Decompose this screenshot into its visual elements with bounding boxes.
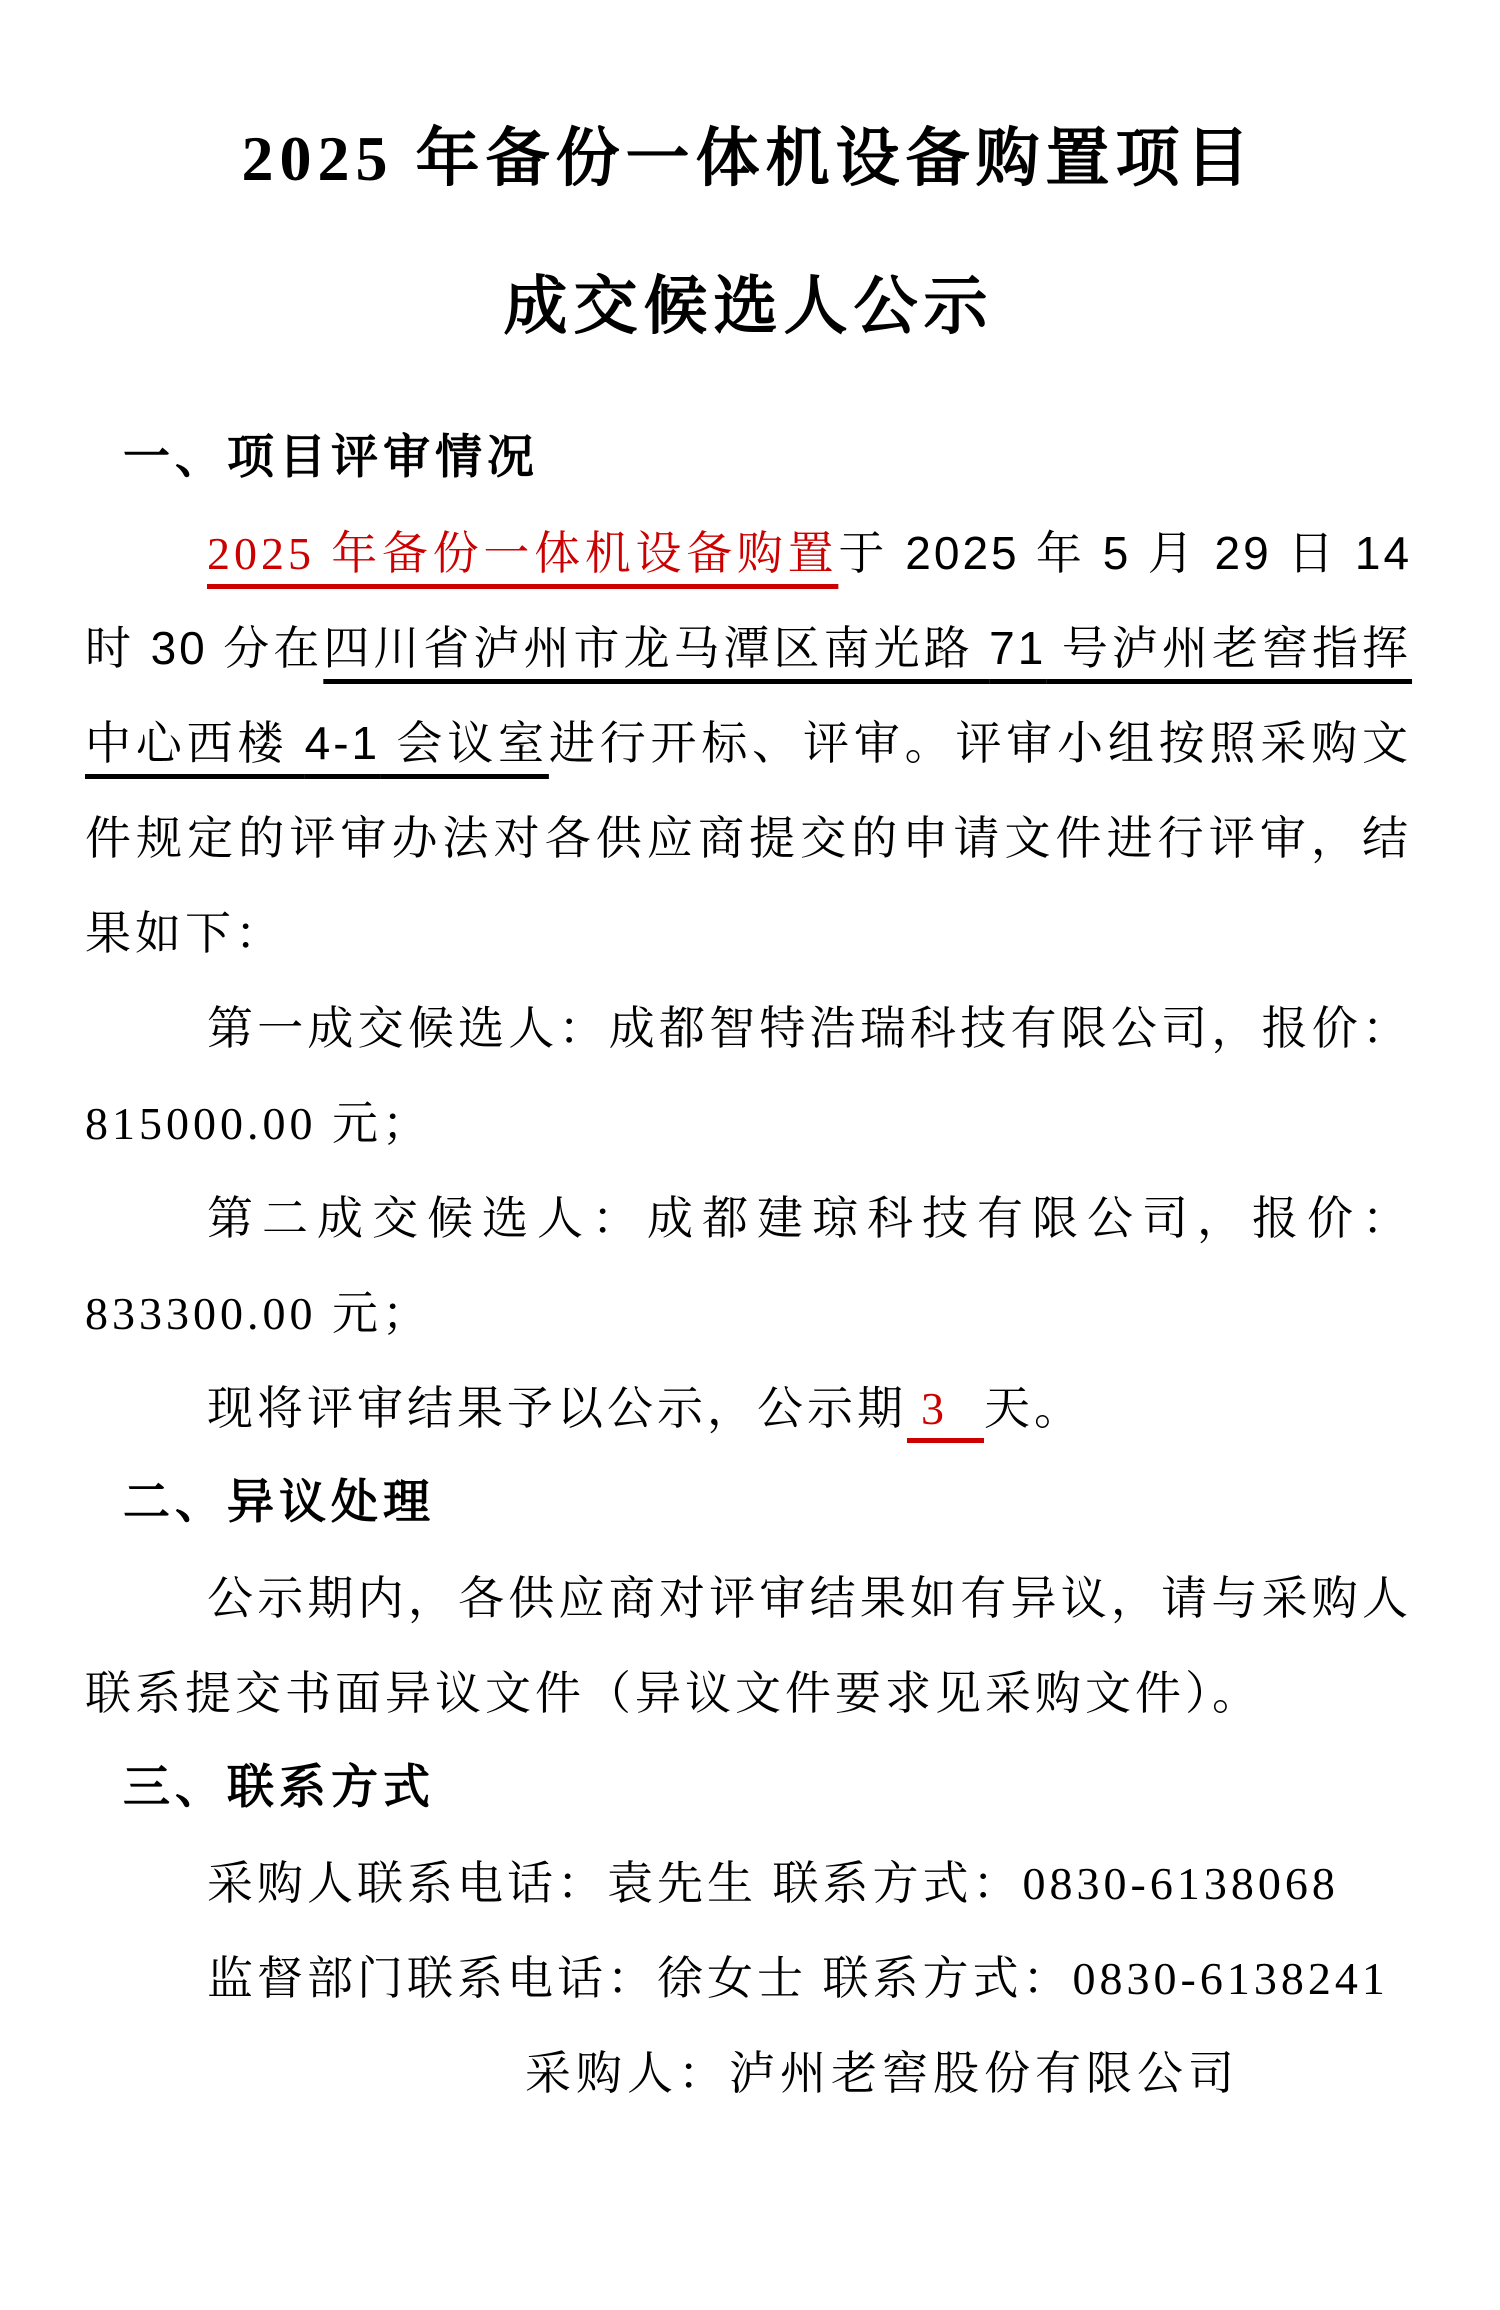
venue-room-number: 4-1 bbox=[304, 717, 381, 769]
title-line-2: 成交候选人公示 bbox=[503, 271, 994, 342]
candidate-2-price: 833300.00 bbox=[85, 1288, 317, 1339]
section-3-heading: 三、联系方式 bbox=[123, 1762, 435, 1814]
objection-paragraph: 公示期内，各供应商对评审结果如有异议，请与采购人联系提交书面异议文件（异议文件要求见采购文件）。 bbox=[85, 1573, 1412, 1719]
supervisor-contact-line bbox=[85, 1931, 1412, 2026]
supervisor-contact-label: 监督部门联系电话：徐女士 联系方式： bbox=[207, 1953, 1073, 2004]
candidate-2-paragraph bbox=[85, 1171, 1412, 1361]
month-label: 月 bbox=[1131, 528, 1215, 579]
candidate-1-paragraph bbox=[85, 981, 1412, 1171]
venue-street-number: 71 bbox=[989, 622, 1047, 674]
open-hour: 14 bbox=[1354, 527, 1413, 579]
publicity-period-paragraph bbox=[85, 1361, 1412, 1456]
section-1-heading: 一、项目评审情况 bbox=[123, 432, 539, 484]
open-year: 2025 bbox=[905, 527, 1020, 579]
venue-part2: 号泸州老窖指挥中心西楼 bbox=[85, 623, 1413, 769]
publicity-days-red-underlined bbox=[907, 1383, 984, 1443]
purchaser-signature-line: 采购人：泸州老窖股份有限公司 bbox=[525, 2048, 1239, 2099]
project-name-red-underlined: 2025 年备份一体机设备购置 bbox=[207, 528, 839, 579]
open-minute: 30 bbox=[150, 622, 208, 674]
candidate-2-label: 第二成交候选人：成都建琼科技有限公司，报价： bbox=[207, 1193, 1412, 1244]
document-title bbox=[85, 85, 1412, 381]
publicity-before: 现将评审结果予以公示，公示期 bbox=[207, 1383, 907, 1434]
candidate-1-price-unit: 元； bbox=[316, 1098, 432, 1149]
publicity-after: 天。 bbox=[984, 1383, 1084, 1434]
review-paragraph bbox=[85, 506, 1412, 981]
review-paragraph-rest: 进行开标、评审。评审小组按照采购文件规定的评审办法对各供应商提交的申请文件进行评审，结果如下： bbox=[85, 718, 1413, 959]
year-label: 年 bbox=[1019, 528, 1103, 579]
candidate-2-price-unit: 元； bbox=[316, 1288, 432, 1339]
candidate-1-label: 第一成交候选人：成都智特浩瑞科技有限公司，报价： bbox=[207, 1003, 1412, 1054]
buyer-contact-line bbox=[85, 1836, 1412, 1931]
day-label: 日 bbox=[1271, 528, 1355, 579]
venue-part3: 会议室 bbox=[380, 718, 549, 769]
venue-part1: 四川省泸州市龙马潭区南光路 bbox=[323, 623, 990, 674]
buyer-contact-label: 采购人联系电话：袁先生 联系方式： bbox=[207, 1858, 1023, 1909]
title-line-1: 2025 年备份一体机设备购置项目 bbox=[241, 123, 1256, 194]
hour-label: 时 bbox=[85, 623, 151, 674]
buyer-contact-phone: 0830-6138068 bbox=[1022, 1858, 1339, 1909]
section-2-heading: 二、异议处理 bbox=[123, 1477, 435, 1529]
document-body bbox=[85, 411, 1412, 2121]
candidate-1-price: 815000.00 bbox=[85, 1098, 317, 1149]
minute-label: 分在 bbox=[207, 623, 324, 674]
open-month: 5 bbox=[1102, 527, 1132, 579]
supervisor-contact-phone: 0830-6138241 bbox=[1072, 1953, 1389, 2004]
text-yu: 于 bbox=[838, 528, 906, 579]
open-day: 29 bbox=[1214, 527, 1272, 579]
publicity-days-value: 3 bbox=[921, 1383, 948, 1434]
